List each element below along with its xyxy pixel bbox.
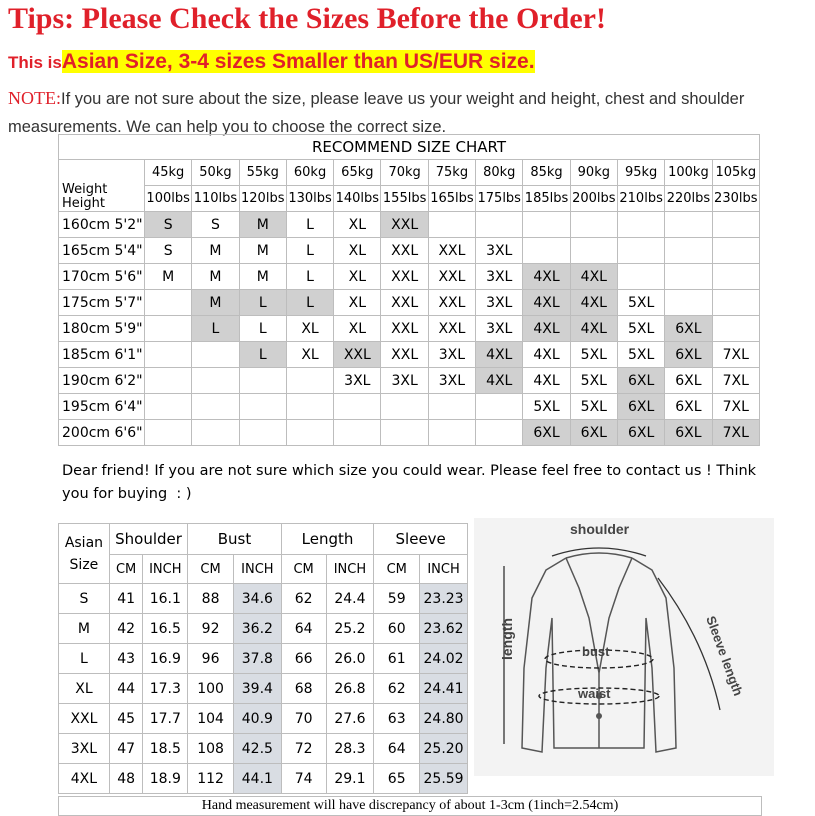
size-cell: 3XL bbox=[476, 290, 523, 316]
size-cell: 6XL bbox=[617, 420, 664, 446]
size-cell: XXL bbox=[381, 316, 428, 342]
measure-cell: 25.59 bbox=[420, 764, 468, 794]
measure-cell: 24.4 bbox=[326, 584, 374, 614]
size-cell bbox=[570, 238, 617, 264]
kg-header: 75kg bbox=[428, 160, 475, 186]
unit-header: INCH bbox=[233, 555, 281, 584]
lbs-header: 230lbs bbox=[712, 186, 759, 212]
size-cell bbox=[665, 264, 712, 290]
measure-cell: 70 bbox=[281, 704, 326, 734]
size-cell: M bbox=[239, 238, 286, 264]
unit-header: CM bbox=[374, 555, 420, 584]
measure-cell: 25.2 bbox=[326, 614, 374, 644]
size-cell bbox=[428, 212, 475, 238]
asian-size-corner: Asian Size bbox=[59, 524, 110, 584]
size-cell: S bbox=[145, 238, 192, 264]
note-label: NOTE: bbox=[8, 88, 61, 108]
size-cell: 6XL bbox=[665, 420, 712, 446]
weight-height-corner bbox=[59, 160, 145, 212]
kg-header: 85kg bbox=[523, 160, 570, 186]
size-cell: 6XL bbox=[665, 368, 712, 394]
measure-cell: 65 bbox=[374, 764, 420, 794]
measure-cell: 27.6 bbox=[326, 704, 374, 734]
size-cell: 4XL bbox=[570, 316, 617, 342]
size-cell bbox=[145, 420, 192, 446]
measure-cell: 34.6 bbox=[233, 584, 281, 614]
size-cell: L bbox=[286, 264, 333, 290]
size-cell: L bbox=[192, 316, 239, 342]
size-cell: XL bbox=[334, 264, 381, 290]
measure-cell: 26.8 bbox=[326, 674, 374, 704]
lbs-header: 100lbs bbox=[145, 186, 192, 212]
asian-prefix: This is bbox=[8, 53, 62, 72]
size-cell: 5XL bbox=[570, 342, 617, 368]
unit-header: CM bbox=[188, 555, 234, 584]
size-cell bbox=[145, 368, 192, 394]
size-cell: 6XL bbox=[665, 316, 712, 342]
measure-cell: 60 bbox=[374, 614, 420, 644]
measure-unit-row bbox=[59, 555, 468, 584]
size-cell: M bbox=[192, 238, 239, 264]
note-text: If you are not sure about the size, please leave us your weight and height, chest and shoulder measurements. We can help you to choose the correct size. bbox=[8, 90, 745, 136]
size-cell: 4XL bbox=[523, 290, 570, 316]
weight-label: Weight bbox=[62, 182, 108, 197]
height-cell: 170cm 5'6" bbox=[59, 264, 145, 290]
measure-row bbox=[59, 584, 468, 614]
size-cell: 3XL bbox=[428, 368, 475, 394]
measure-row bbox=[59, 614, 468, 644]
size-cell: 6XL bbox=[617, 394, 664, 420]
measure-cell: 18.9 bbox=[143, 764, 188, 794]
measure-group-row bbox=[59, 524, 468, 555]
size-chart-row bbox=[59, 316, 760, 342]
measure-cell: 104 bbox=[188, 704, 234, 734]
size-cell bbox=[570, 212, 617, 238]
unit-header: INCH bbox=[143, 555, 188, 584]
size-chart-row bbox=[59, 368, 760, 394]
kg-header: 55kg bbox=[239, 160, 286, 186]
measure-cell: 68 bbox=[281, 674, 326, 704]
kg-header: 90kg bbox=[570, 160, 617, 186]
measure-size-label: L bbox=[59, 644, 110, 674]
measure-row bbox=[59, 674, 468, 704]
lbs-header: 175lbs bbox=[476, 186, 523, 212]
note-paragraph bbox=[8, 84, 813, 141]
size-cell: 5XL bbox=[617, 290, 664, 316]
size-chart-row bbox=[59, 290, 760, 316]
measure-cell: 28.3 bbox=[326, 734, 374, 764]
size-cell: 6XL bbox=[523, 420, 570, 446]
size-cell bbox=[145, 316, 192, 342]
unit-header: INCH bbox=[420, 555, 468, 584]
size-cell bbox=[192, 420, 239, 446]
size-cell bbox=[476, 394, 523, 420]
measure-row bbox=[59, 734, 468, 764]
size-cell: XXL bbox=[381, 342, 428, 368]
size-cell: L bbox=[239, 290, 286, 316]
size-chart-caption: RECOMMEND SIZE CHART bbox=[59, 135, 760, 160]
measure-cell: 112 bbox=[188, 764, 234, 794]
lbs-header: 220lbs bbox=[665, 186, 712, 212]
lbs-header: 130lbs bbox=[286, 186, 333, 212]
bust-label: bust bbox=[582, 644, 610, 659]
size-cell: 4XL bbox=[523, 264, 570, 290]
measure-cell: 29.1 bbox=[326, 764, 374, 794]
asian-highlight: Asian Size, 3-4 sizes Smaller than US/EUR size. bbox=[61, 50, 535, 73]
size-cell: XXL bbox=[381, 238, 428, 264]
size-cell bbox=[712, 238, 759, 264]
size-chart-row bbox=[59, 264, 760, 290]
measure-cell: 24.02 bbox=[420, 644, 468, 674]
size-cell: 7XL bbox=[712, 420, 759, 446]
measure-cell: 36.2 bbox=[233, 614, 281, 644]
jacket-measurement-diagram bbox=[474, 518, 774, 776]
measure-cell: 44.1 bbox=[233, 764, 281, 794]
height-cell: 165cm 5'4" bbox=[59, 238, 145, 264]
measure-size-label: XL bbox=[59, 674, 110, 704]
size-cell: 5XL bbox=[570, 394, 617, 420]
size-cell: XL bbox=[334, 316, 381, 342]
measure-cell: 47 bbox=[109, 734, 143, 764]
kg-header: 70kg bbox=[381, 160, 428, 186]
size-cell bbox=[239, 420, 286, 446]
lbs-header: 140lbs bbox=[334, 186, 381, 212]
size-cell: 3XL bbox=[334, 368, 381, 394]
unit-header: INCH bbox=[326, 555, 374, 584]
kg-header: 65kg bbox=[334, 160, 381, 186]
page-title: Tips: Please Check the Sizes Before the Order! bbox=[8, 2, 606, 35]
size-cell: 4XL bbox=[523, 316, 570, 342]
size-chart-row bbox=[59, 212, 760, 238]
lbs-header: 120lbs bbox=[239, 186, 286, 212]
size-cell bbox=[145, 342, 192, 368]
height-cell: 200cm 6'6" bbox=[59, 420, 145, 446]
asian-size-notice bbox=[8, 50, 535, 74]
size-cell: 3XL bbox=[428, 342, 475, 368]
measure-cell: 62 bbox=[281, 584, 326, 614]
size-cell: M bbox=[239, 264, 286, 290]
measure-size-label: 4XL bbox=[59, 764, 110, 794]
size-cell: L bbox=[239, 316, 286, 342]
size-cell: 5XL bbox=[617, 316, 664, 342]
measure-cell: 25.20 bbox=[420, 734, 468, 764]
height-cell: 195cm 6'4" bbox=[59, 394, 145, 420]
size-cell bbox=[617, 238, 664, 264]
size-chart-lbs-row bbox=[59, 186, 760, 212]
size-cell bbox=[334, 420, 381, 446]
size-cell bbox=[712, 212, 759, 238]
size-cell: M bbox=[192, 290, 239, 316]
measure-cell: 16.5 bbox=[143, 614, 188, 644]
measure-cell: 62 bbox=[374, 674, 420, 704]
measure-size-label: M bbox=[59, 614, 110, 644]
measure-cell: 18.5 bbox=[143, 734, 188, 764]
size-chart-row bbox=[59, 238, 760, 264]
measure-cell: 24.41 bbox=[420, 674, 468, 704]
measure-cell: 48 bbox=[109, 764, 143, 794]
size-cell: 4XL bbox=[570, 264, 617, 290]
size-cell bbox=[617, 264, 664, 290]
measure-cell: 74 bbox=[281, 764, 326, 794]
measure-cell: 44 bbox=[109, 674, 143, 704]
height-cell: 180cm 5'9" bbox=[59, 316, 145, 342]
size-chart-row bbox=[59, 420, 760, 446]
kg-header: 80kg bbox=[476, 160, 523, 186]
size-chart-row bbox=[59, 394, 760, 420]
size-cell: XL bbox=[334, 290, 381, 316]
measure-cell: 23.62 bbox=[420, 614, 468, 644]
measure-cell: 88 bbox=[188, 584, 234, 614]
measure-cell: 23.23 bbox=[420, 584, 468, 614]
size-cell: 4XL bbox=[476, 368, 523, 394]
footnote: Hand measurement will have discrepancy of about 1-3cm (1inch=2.54cm) bbox=[58, 796, 762, 816]
size-cell: 3XL bbox=[476, 264, 523, 290]
height-cell: 190cm 6'2" bbox=[59, 368, 145, 394]
size-cell bbox=[665, 212, 712, 238]
lbs-header: 200lbs bbox=[570, 186, 617, 212]
lbs-header: 155lbs bbox=[381, 186, 428, 212]
measure-cell: 92 bbox=[188, 614, 234, 644]
size-cell bbox=[428, 420, 475, 446]
size-cell: M bbox=[145, 264, 192, 290]
size-cell bbox=[665, 290, 712, 316]
size-cell: 5XL bbox=[617, 342, 664, 368]
measure-cell: 66 bbox=[281, 644, 326, 674]
measure-cell: 42.5 bbox=[233, 734, 281, 764]
size-cell: 5XL bbox=[523, 394, 570, 420]
size-cell: XXL bbox=[428, 238, 475, 264]
size-cell: 6XL bbox=[617, 368, 664, 394]
measure-cell: 61 bbox=[374, 644, 420, 674]
kg-header: 105kg bbox=[712, 160, 759, 186]
size-cell: 3XL bbox=[476, 238, 523, 264]
measure-group-header: Sleeve bbox=[374, 524, 468, 555]
height-label: Height bbox=[62, 196, 105, 211]
size-cell bbox=[192, 368, 239, 394]
measure-cell: 16.9 bbox=[143, 644, 188, 674]
measure-cell: 16.1 bbox=[143, 584, 188, 614]
size-cell bbox=[523, 212, 570, 238]
unit-header: CM bbox=[281, 555, 326, 584]
measure-cell: 59 bbox=[374, 584, 420, 614]
measure-cell: 45 bbox=[109, 704, 143, 734]
kg-header: 95kg bbox=[617, 160, 664, 186]
height-cell: 175cm 5'7" bbox=[59, 290, 145, 316]
size-cell bbox=[239, 394, 286, 420]
shoulder-label: shoulder bbox=[570, 521, 630, 537]
size-cell bbox=[712, 316, 759, 342]
length-label: length bbox=[499, 618, 515, 660]
unit-header: CM bbox=[109, 555, 143, 584]
size-cell: XXL bbox=[428, 290, 475, 316]
measure-cell: 17.3 bbox=[143, 674, 188, 704]
size-cell bbox=[476, 420, 523, 446]
size-cell: 5XL bbox=[570, 368, 617, 394]
size-cell: 3XL bbox=[381, 368, 428, 394]
size-cell: 6XL bbox=[665, 394, 712, 420]
size-cell: XL bbox=[286, 316, 333, 342]
measure-cell: 96 bbox=[188, 644, 234, 674]
size-cell bbox=[192, 394, 239, 420]
kg-header: 100kg bbox=[665, 160, 712, 186]
kg-header: 50kg bbox=[192, 160, 239, 186]
size-cell: XL bbox=[334, 212, 381, 238]
size-cell bbox=[665, 238, 712, 264]
measure-cell: 26.0 bbox=[326, 644, 374, 674]
measure-size-label: S bbox=[59, 584, 110, 614]
size-cell: 6XL bbox=[570, 420, 617, 446]
size-cell bbox=[476, 212, 523, 238]
size-cell: L bbox=[286, 290, 333, 316]
jacket-button-2 bbox=[596, 713, 602, 719]
measure-row bbox=[59, 704, 468, 734]
measure-cell: 41 bbox=[109, 584, 143, 614]
measure-cell: 43 bbox=[109, 644, 143, 674]
measure-size-label: XXL bbox=[59, 704, 110, 734]
waist-label: waist bbox=[578, 686, 611, 701]
kg-header: 60kg bbox=[286, 160, 333, 186]
size-cell bbox=[286, 394, 333, 420]
measure-group-header: Shoulder bbox=[109, 524, 187, 555]
size-cell: XXL bbox=[428, 316, 475, 342]
size-cell: XXL bbox=[381, 212, 428, 238]
measure-row bbox=[59, 644, 468, 674]
size-cell: 4XL bbox=[523, 368, 570, 394]
size-cell: L bbox=[286, 212, 333, 238]
measure-group-header: Bust bbox=[188, 524, 282, 555]
size-cell: XXL bbox=[334, 342, 381, 368]
size-cell: XL bbox=[334, 238, 381, 264]
lbs-header: 185lbs bbox=[523, 186, 570, 212]
measure-cell: 42 bbox=[109, 614, 143, 644]
size-cell: 7XL bbox=[712, 368, 759, 394]
size-cell: 7XL bbox=[712, 394, 759, 420]
size-cell: XXL bbox=[381, 290, 428, 316]
measure-cell: 108 bbox=[188, 734, 234, 764]
size-cell: S bbox=[145, 212, 192, 238]
size-cell bbox=[381, 394, 428, 420]
lbs-header: 210lbs bbox=[617, 186, 664, 212]
measurement-table bbox=[58, 523, 468, 794]
recommend-size-chart bbox=[58, 134, 760, 446]
size-cell bbox=[239, 368, 286, 394]
size-cell bbox=[381, 420, 428, 446]
size-cell bbox=[617, 212, 664, 238]
size-cell bbox=[334, 394, 381, 420]
size-cell: L bbox=[239, 342, 286, 368]
size-cell: XL bbox=[286, 342, 333, 368]
lbs-header: 110lbs bbox=[192, 186, 239, 212]
size-cell: 6XL bbox=[665, 342, 712, 368]
size-cell bbox=[286, 420, 333, 446]
lbs-header: 165lbs bbox=[428, 186, 475, 212]
size-cell: XXL bbox=[428, 264, 475, 290]
measure-cell: 17.7 bbox=[143, 704, 188, 734]
size-cell: S bbox=[192, 212, 239, 238]
size-cell bbox=[712, 290, 759, 316]
measure-cell: 40.9 bbox=[233, 704, 281, 734]
size-cell: XXL bbox=[381, 264, 428, 290]
sleeve-label: Sleeve length bbox=[703, 613, 746, 698]
measure-cell: 63 bbox=[374, 704, 420, 734]
size-chart-row bbox=[59, 342, 760, 368]
measure-cell: 24.80 bbox=[420, 704, 468, 734]
size-cell bbox=[145, 290, 192, 316]
contact-message: Dear friend! If you are not sure which size you could wear. Please feel free to contact us ! Think you for buying : ) bbox=[62, 463, 757, 502]
measure-cell: 100 bbox=[188, 674, 234, 704]
height-cell: 160cm 5'2" bbox=[59, 212, 145, 238]
measure-cell: 39.4 bbox=[233, 674, 281, 704]
size-cell bbox=[192, 342, 239, 368]
size-cell: 3XL bbox=[476, 316, 523, 342]
size-cell bbox=[712, 264, 759, 290]
size-cell bbox=[523, 238, 570, 264]
kg-header: 45kg bbox=[145, 160, 192, 186]
size-cell: 4XL bbox=[523, 342, 570, 368]
size-cell: M bbox=[192, 264, 239, 290]
measure-group-header: Length bbox=[281, 524, 374, 555]
measure-cell: 64 bbox=[374, 734, 420, 764]
size-cell: 4XL bbox=[476, 342, 523, 368]
measure-cell: 37.8 bbox=[233, 644, 281, 674]
height-cell: 185cm 6'1" bbox=[59, 342, 145, 368]
size-chart-kg-row bbox=[59, 160, 760, 186]
size-cell bbox=[145, 394, 192, 420]
size-cell bbox=[286, 368, 333, 394]
measure-cell: 72 bbox=[281, 734, 326, 764]
size-cell: 7XL bbox=[712, 342, 759, 368]
measure-cell: 64 bbox=[281, 614, 326, 644]
size-chart-caption-row bbox=[59, 135, 760, 160]
size-cell bbox=[428, 394, 475, 420]
measure-row bbox=[59, 764, 468, 794]
measure-size-label: 3XL bbox=[59, 734, 110, 764]
size-cell: M bbox=[239, 212, 286, 238]
size-cell: 4XL bbox=[570, 290, 617, 316]
size-cell: L bbox=[286, 238, 333, 264]
